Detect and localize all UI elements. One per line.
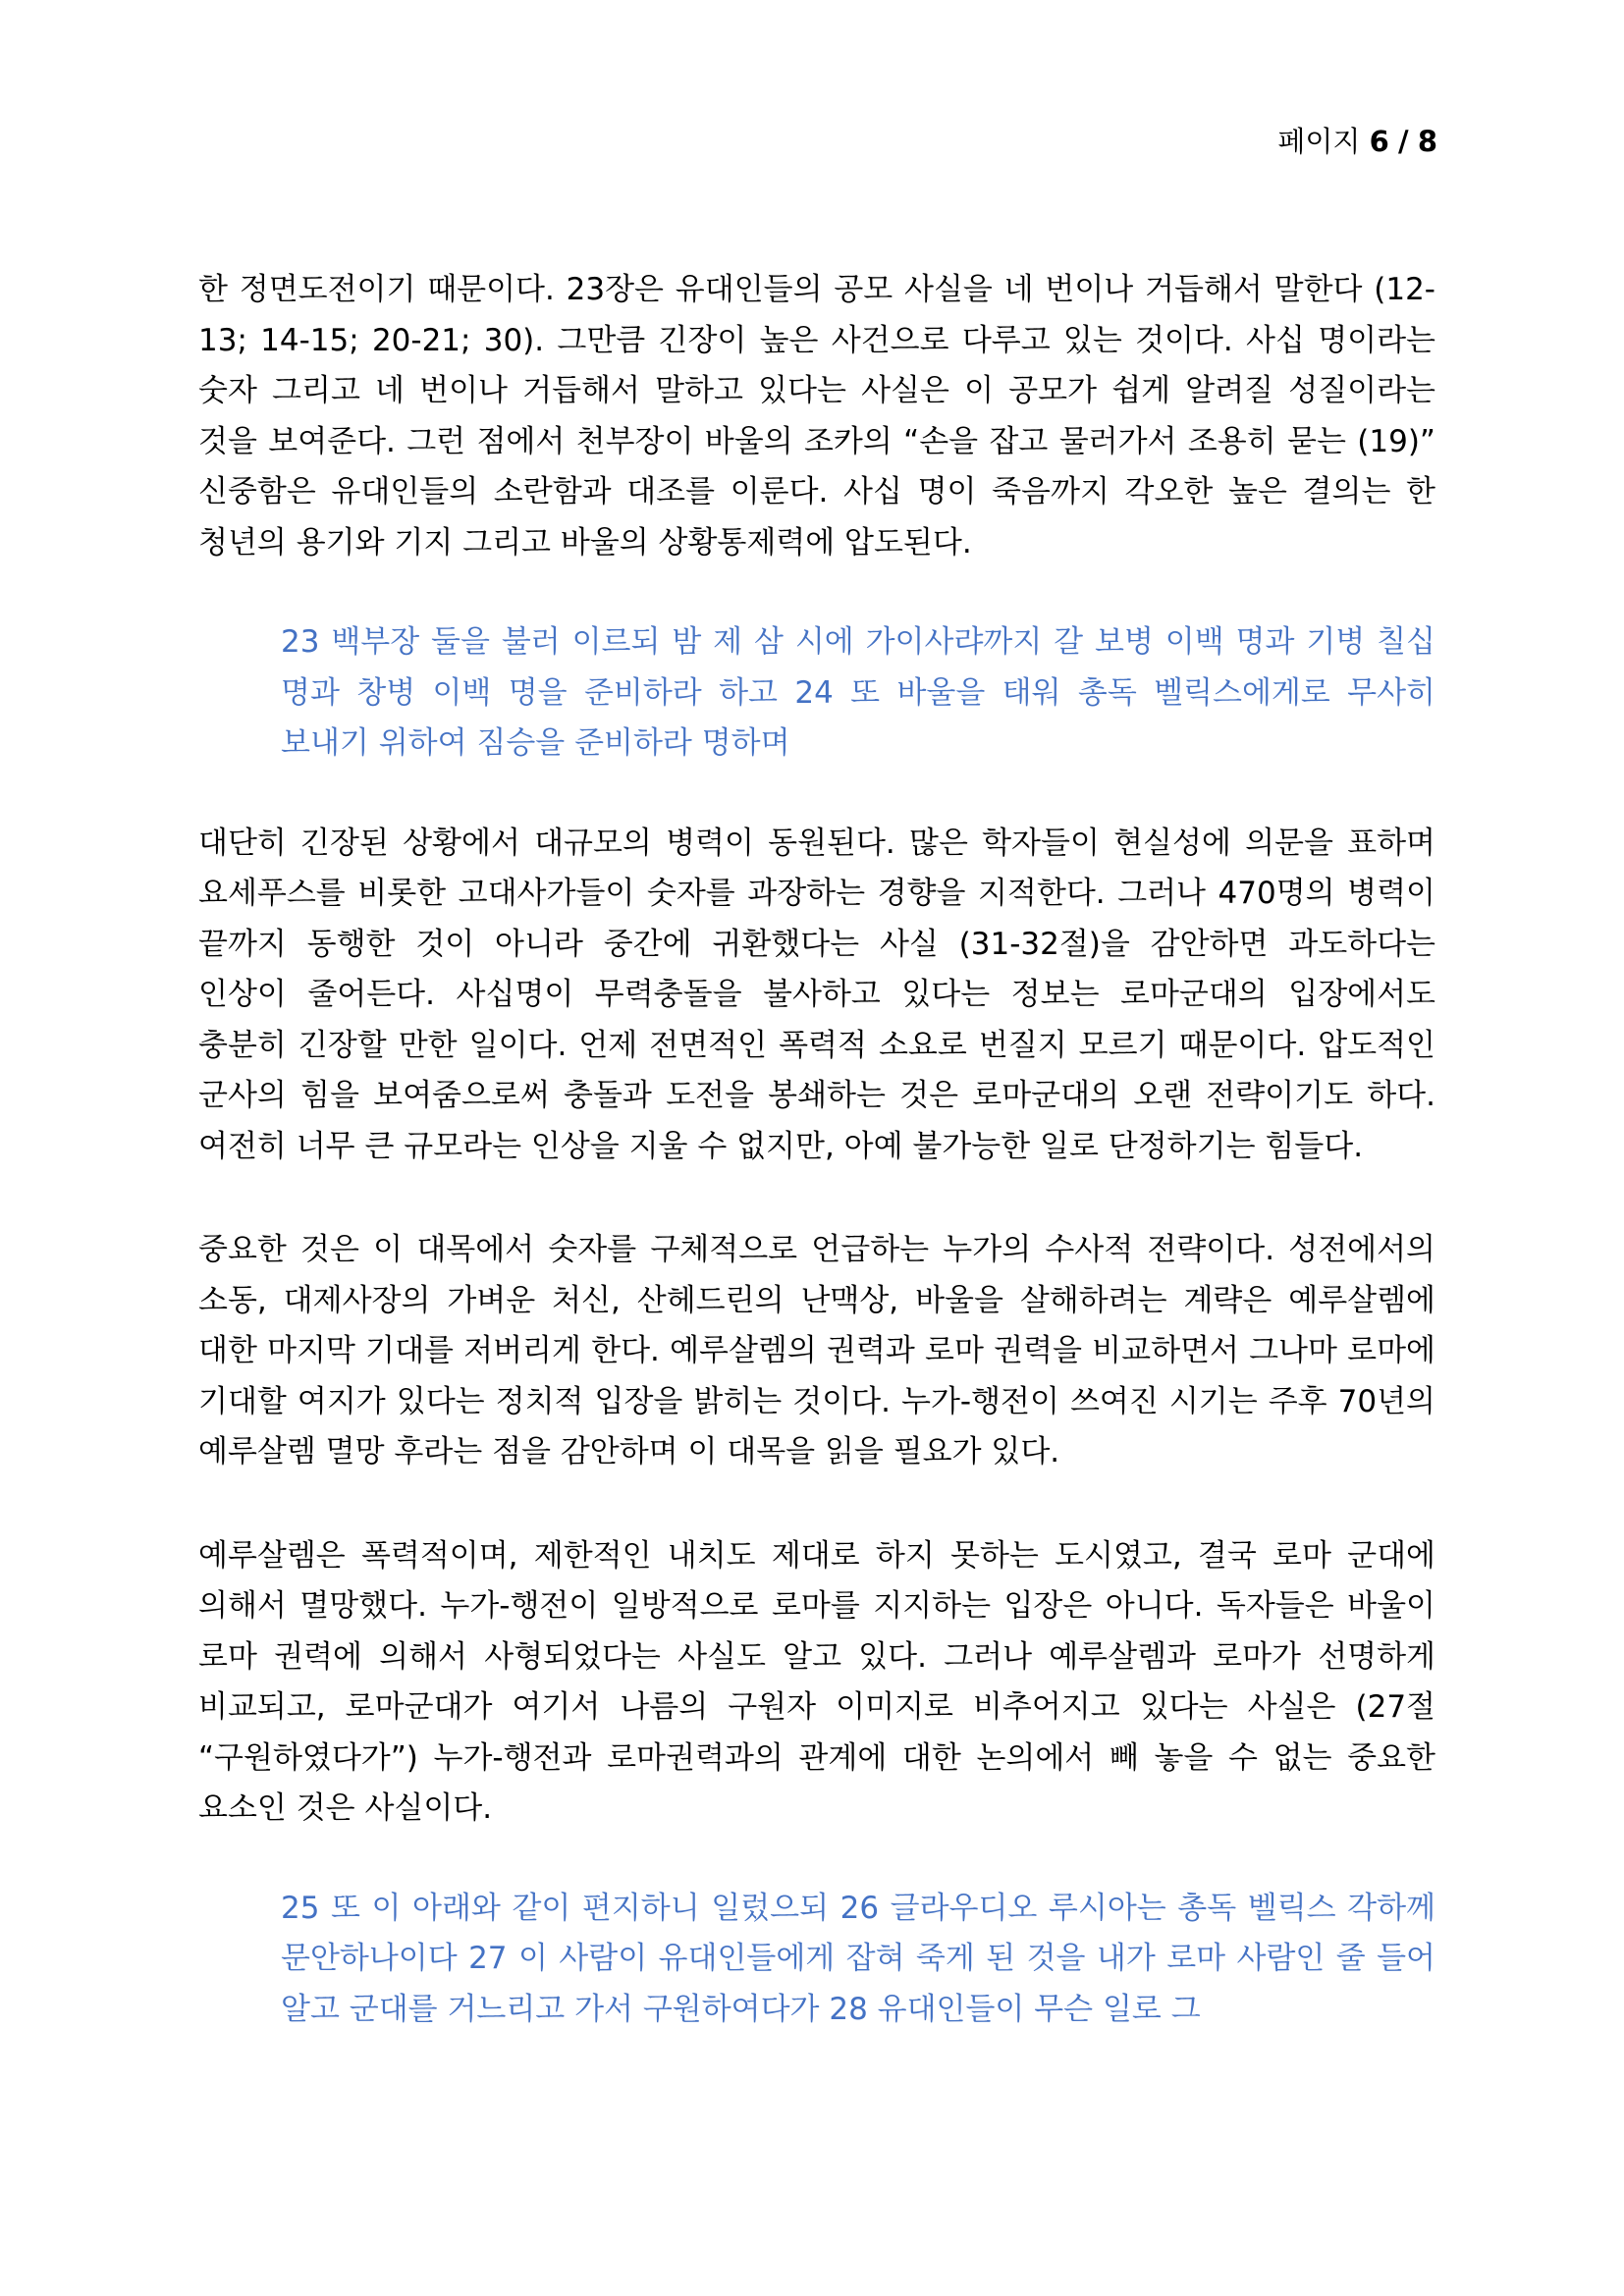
document-body [198, 265, 1435, 2035]
body-paragraph: 대단히 긴장된 상황에서 대규모의 병력이 동원된다. 많은 학자들이 현실성에 의문을 표하며 요세푸스를 비롯한 고대사가들이 숫자를 과장하는 경향을 지적한다. 그러나 470명의 병력이 끝까지 동행한 것이 아니라 중간에 귀환했다는 사실 (31-32절)을 감안하면 과도하다는 인상이 줄어든다. 사십명이 무력충돌을 불사하고 있다는 정보는 로마군대의 입장에서도 충분히 긴장할 만한 일이다. 언제 전면적인 폭력적 소요로 번질지 모르기 때문이다. 압도적인 군사의 힘을 보여줌으로써 충돌과 도전을 봉쇄하는 것은 로마군대의 오랜 전략이기도 하다. 여전히 너무 큰 규모라는 인상을 지울 수 없지만, 아예 불가능한 일로 단정하기는 힘들다. [198, 825, 1435, 1164]
page-separator: / [1398, 125, 1409, 158]
total-pages: 8 [1417, 125, 1437, 158]
current-page: 6 [1369, 125, 1389, 158]
page-number [1277, 122, 1437, 161]
page-label: 페이지 [1277, 125, 1361, 158]
scripture-quote: 25 또 이 아래와 같이 편지하니 일렀으되 26 글라우디오 루시아는 총독 벨릭스 각하께 문안하나이다 27 이 사람이 유대인들에게 잡혀 죽게 된 것을 내가 로마 사람인 줄 들어 알고 군대를 거느리고 가서 구원하여다가 28 유대인들이 무슨 일로 그 [281, 1890, 1435, 2027]
scripture-quote: 23 백부장 둘을 불러 이르되 밤 제 삼 시에 가이사랴까지 갈 보병 이백 명과 기병 칠십 명과 창병 이백 명을 준비하라 하고 24 또 바울을 태워 총독 벨릭스에게로 무사히 보내기 위하여 짐승을 준비하라 명하며 [281, 624, 1435, 761]
body-paragraph: 한 정면도전이기 때문이다. 23장은 유대인들의 공모 사실을 네 번이나 거듭해서 말한다 (12-13; 14-15; 20-21; 30). 그만큼 긴장이 높은 사건으로 다루고 있는 것이다. 사십 명이라는 숫자 그리고 네 번이나 거듭해서 말하고 있다는 사실은 이 공모가 쉽게 알려질 성질이라는 것을 보여준다. 그런 점에서 천부장이 바울의 조카의 “손을 잡고 물러가서 조용히 묻는 (19)” 신중함은 유대인들의 소란함과 대조를 이룬다. 사십 명이 죽음까지 각오한 높은 결의는 한 청년의 용기와 기지 그리고 바울의 상황통제력에 압도된다. [198, 272, 1435, 561]
body-paragraph: 예루살렘은 폭력적이며, 제한적인 내치도 제대로 하지 못하는 도시였고, 결국 로마 군대에 의해서 멸망했다. 누가-행전이 일방적으로 로마를 지지하는 입장은 아니다. 독자들은 바울이 로마 권력에 의해서 사형되었다는 사실도 알고 있다. 그러나 예루살렘과 로마가 선명하게 비교되고, 로마군대가 여기서 나름의 구원자 이미지로 비추어지고 있다는 사실은 (27절 “구원하였다가”) 누가-행전과 로마권력과의 관계에 대한 논의에서 빼 놓을 수 없는 중요한 요소인 것은 사실이다. [198, 1537, 1435, 1826]
body-paragraph: 중요한 것은 이 대목에서 숫자를 구체적으로 언급하는 누가의 수사적 전략이다. 성전에서의 소동, 대제사장의 가벼운 처신, 산헤드린의 난맥상, 바울을 살해하려는 계략은 예루살렘에 대한 마지막 기대를 저버리게 한다. 예루살렘의 권력과 로마 권력을 비교하면서 그나마 로마에 기대할 여지가 있다는 정치적 입장을 밝히는 것이다. 누가-행전이 쓰여진 시기는 주후 70년의 예루살렘 멸망 후라는 점을 감안하며 이 대목을 읽을 필요가 있다. [198, 1232, 1435, 1469]
